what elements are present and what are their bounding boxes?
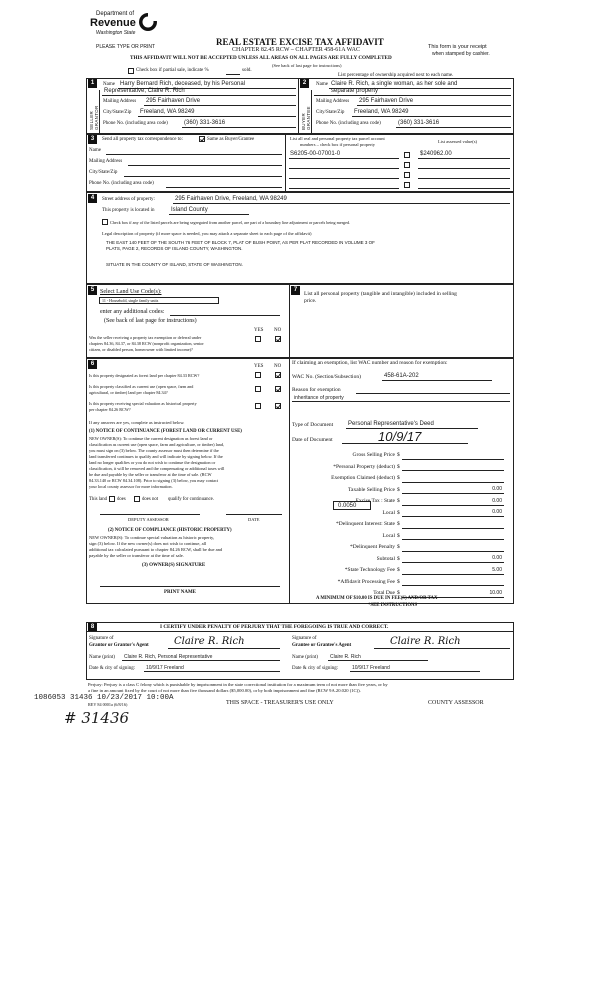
assessed-value-1: $240962.00: [420, 151, 452, 157]
notice2-line-3: payable by the seller or transferor at the time of sale.: [89, 553, 184, 558]
doc-type: Personal Representative's Deed: [348, 421, 434, 427]
land-use-q1-3: citizen, or disabled person, homeowner with limited income)?: [89, 347, 193, 352]
street-address: 295 Fairhaven Drive, Freeland, WA 98249: [175, 196, 287, 202]
tax-line-dollar: $: [397, 578, 400, 585]
forest-if-yes: If any answers are yes, complete as instructed below.: [89, 420, 185, 425]
dept-state: Washington State: [96, 30, 136, 36]
notice2-line-1: sign (3) below. If the new owner(s) does not wish to continue, all: [89, 541, 207, 546]
seller-side-label: SELLER GRANTOR: [89, 105, 99, 130]
doc-date-label: Date of Document: [292, 437, 333, 443]
tax-line-dollar: $: [397, 452, 400, 458]
dor-logo: [90, 10, 162, 40]
land-use-selected: 11 - Household, single family units: [102, 298, 159, 303]
grantor-sig-label-1: Signature of: [89, 636, 114, 641]
tax-line-label: *Personal Property (deduct): [333, 463, 395, 470]
treasurer-note: THIS SPACE - TREASURER'S USE ONLY: [226, 700, 334, 706]
seller-phone-label: Phone No. (including area code): [103, 121, 168, 126]
dept-name: Revenue: [90, 17, 136, 29]
forest-q2-2: agricultural, or timber) land per chapter 84.34?: [89, 390, 168, 395]
tax-line-label: Excise Tax : State: [355, 498, 395, 504]
tax-line-label: Local: [382, 509, 395, 516]
legal-2: PLATS, PAGE 2, RECORDS OF ISLAND COUNTY, WASHINGTON.: [106, 246, 243, 251]
notice2-line-0: NEW OWNER(S): To continue special valuation as historic property,: [89, 535, 215, 540]
section-1-badge: 1: [88, 79, 97, 88]
tax-line-dollar: $: [397, 590, 400, 596]
check-mark-icon: [276, 337, 281, 342]
tax-line-dollar: $: [397, 521, 400, 527]
notice2-line-2: additional tax calculated pursuant to chapter 84.26 RCW, shall be due and: [89, 547, 223, 552]
tax-line-value: 0.00: [492, 486, 502, 492]
tax-line-value: 5.00: [492, 566, 502, 573]
grantor-date: 10/9/17 Freeland: [146, 665, 184, 671]
tax-line-label: Exemption Claimed (deduct): [331, 475, 395, 481]
seller-phone: (360) 331-3616: [184, 120, 226, 126]
perjury-line-2: a fine in an amount fixed by the court of not more than five thousand dollars ($5,000.00), or by both imprisonment and fine (RCW 9A.20.020 (1C)).: [88, 688, 361, 693]
tax-line-label: Taxable Selling Price: [348, 486, 395, 493]
notice1-title: (1) NOTICE OF CONTINUANCE (FOREST LAND OR CURRENT USE): [89, 429, 242, 434]
forest-q1-no-checkbox[interactable]: [275, 372, 281, 378]
recording-stamp: 1086053 31436 10/23/2017 10:00A: [34, 694, 174, 702]
exemption-text: If claiming an exemption, list WAC number and reason for exemption:: [292, 360, 448, 366]
notice1-line-8: your local county assessor for more information.: [89, 484, 173, 489]
tax-line-label: Subtotal: [376, 555, 395, 562]
corr-phone-label: Phone No. (including area code): [89, 181, 154, 186]
notice1-line-6: be due and payable by the seller or transferor at the time of sale. (RCW: [89, 472, 212, 477]
tax-line-dollar: $: [397, 532, 400, 539]
buyer-side-label: BUYER GRANTEE: [301, 106, 311, 130]
corr-name-label: Name: [89, 148, 101, 153]
tax-line-dollar: $: [397, 555, 400, 562]
section-6-badge: 6: [88, 360, 97, 369]
reason-label: Reason for exemption: [292, 387, 341, 393]
notice1-line-0: NEW OWNER(S): To continue the current designation as forest land or: [89, 436, 213, 441]
section-4-badge: 4: [88, 194, 97, 203]
seller-name-2: Representative, Claire R. Rich: [104, 88, 185, 94]
forest-q3-yes-checkbox[interactable]: [255, 403, 261, 409]
land-use-q1-2: chapters 84.36, 84.37, or 84.38 RCW (nonprofit organization, senior: [89, 341, 204, 346]
receipt-note-1: This form is your receipt: [428, 44, 487, 50]
tax-line-value: 0.00: [492, 497, 502, 504]
buyer-name-label: Name: [316, 82, 328, 87]
forest-q1: Is this property designated as forest land per chapter 84.33 RCW?: [89, 373, 200, 378]
seller-mailing-label: Mailing Address: [103, 99, 137, 104]
notice1-line-5: classification, it will be removed and the compensating or additional taxes will: [89, 466, 225, 471]
tax-line-label: Local: [382, 532, 395, 539]
owner-signature-label: (3) OWNER(S) SIGNATURE: [142, 563, 206, 568]
notice1-line-7: 84.33.140 or RCW 84.34.108). Prior to signing (3) below, you may contact: [89, 478, 219, 483]
buyer-mailing: 295 Fairhaven Drive: [359, 98, 414, 104]
forest-q2-no-checkbox[interactable]: [275, 386, 281, 392]
grantee-name-label: Name (print): [292, 655, 318, 660]
grantor-name-label: Name (print): [89, 655, 115, 660]
additional-codes-label: enter any additional codes:: [100, 309, 165, 315]
exemption-no-checkbox[interactable]: [275, 336, 281, 342]
type-or-print: PLEASE TYPE OR PRINT: [96, 44, 156, 50]
grantee-sig-label-2: Grantee or Grantee's Agent: [292, 643, 352, 648]
grantor-sig-label-2: Grantor or Grantor's Agent: [89, 643, 149, 648]
qualify-label: qualify for continuance.: [168, 497, 214, 502]
forest-q3-no-checkbox[interactable]: [275, 403, 281, 409]
wac-number: 458-61A-202: [384, 373, 419, 379]
grantee-date-label: Date & city of signing:: [292, 666, 339, 671]
legal-3: SITUATE IN THE COUNTY OF ISLAND, STATE OF WASHINGTON.: [106, 262, 243, 267]
land-use-no: NO: [274, 328, 282, 333]
partial-sale-checkbox[interactable]: [128, 68, 134, 74]
notice1-line-4: land no longer qualifies or you do not wish to continue the designation or: [89, 460, 216, 465]
doc-date: 10/9/17: [378, 429, 422, 444]
tax-line-label: *Delinquent Penalty: [349, 544, 395, 550]
doc-type-label: Type of Document: [292, 422, 334, 428]
corr-mailing-label: Mailing Address: [89, 159, 123, 164]
parcel-2-personal-checkbox[interactable]: [404, 162, 410, 168]
land-does-checkbox[interactable]: [109, 496, 115, 502]
land-use-see-back: (See back of last page for instructions): [104, 318, 197, 324]
land-use-q1-1: Was the seller receiving a property tax exemption or deferral under: [89, 335, 202, 340]
minimum-note-1: A MINIMUM OF $10.00 IS DUE IN FEE(S) AND/OR TAX: [316, 596, 438, 601]
tax-line-dollar: $: [397, 567, 400, 573]
forest-q2-1: Is this property classified as current use (open space, farm and: [89, 384, 194, 389]
parcel-1-personal-checkbox[interactable]: [404, 152, 410, 158]
tax-line-label: Total Due: [373, 590, 395, 596]
tax-line-value: 10.00: [489, 589, 502, 596]
located-label: This property is located in: [102, 208, 155, 213]
form-number: REV 84 0001a (6/8/16): [88, 702, 128, 707]
grantee-signature: Claire R. Rich: [390, 636, 461, 647]
buyer-phone-label: Phone No. (including area code): [316, 121, 381, 126]
tax-line-label: *Delinquent Interest: State: [336, 521, 395, 527]
check-mark-icon: [276, 387, 281, 392]
seller-name-1: Harry Bernard Rich, deceased, by his Personal: [120, 81, 246, 87]
seller-name-label: Name: [103, 82, 115, 87]
form-chapter: CHAPTER 82.45 RCW – CHAPTER 458-61A WAC: [232, 47, 360, 53]
corr-city-label: City/State/Zip: [89, 170, 118, 175]
grantee-sig-label-1: Signature of: [292, 636, 317, 641]
parcel-number-1: S6205-00-07001-0: [290, 151, 341, 157]
pct-ownership-note: List percentage of ownership acquired next to each name.: [338, 73, 454, 78]
tax-line-dollar: $: [397, 463, 400, 470]
check-mark-icon: [276, 373, 281, 378]
legal-label: Legal description of property (if more space is needed, you may attach a separate sheet to each page of the affidavit): [102, 231, 312, 236]
parcel-header-2: numbers – check box if personal property: [300, 142, 375, 147]
seller-mailing: 295 Fairhaven Drive: [146, 98, 201, 104]
forest-no: NO: [274, 364, 282, 369]
land-use-yes: YES: [254, 328, 264, 333]
parcel-header-1: List all real and personal property tax parcel account: [290, 136, 385, 141]
seller-city-label: City/State/Zip: [103, 110, 132, 115]
notice2-title: (2) NOTICE OF COMPLIANCE (HISTORIC PROPERTY): [108, 528, 232, 533]
parcel-4-personal-checkbox[interactable]: [404, 182, 410, 188]
buyer-phone: (360) 331-3616: [398, 120, 440, 126]
section-3-badge: 3: [88, 135, 97, 144]
buyer-city: Freeland, WA 98249: [354, 109, 409, 115]
forest-q3-2: per chapter 84.26 RCW?: [89, 407, 131, 412]
send-correspondence-label: Send all property tax correspondence to:: [102, 137, 183, 142]
land-use-select[interactable]: [99, 297, 219, 304]
seller-city: Freeland, WA 98249: [140, 109, 195, 115]
same-as-buyer-checkbox[interactable]: [199, 136, 205, 142]
buyer-city-label: City/State/Zip: [316, 110, 345, 115]
see-back-note: (See back of last page for instructions): [272, 63, 342, 68]
notice1-line-2: you must sign on (3) below. The county assessor must then determine if the: [89, 448, 219, 453]
tax-line-dollar: $: [397, 475, 400, 481]
section-8-badge: 8: [88, 623, 97, 632]
partial-sale-label: Check box if partial sale, indicate %: [136, 68, 209, 73]
land-use-label: Select Land Use Code(s):: [100, 289, 162, 295]
section-5-badge: 5: [88, 286, 97, 295]
tax-line-label: *State Technology Fee: [344, 567, 395, 573]
notice1-line-1: classification as current use (open space, farm and agriculture, or timber) land,: [89, 442, 225, 447]
exemption-yes-checkbox[interactable]: [255, 336, 261, 342]
grantor-signature: Claire R. Rich: [174, 636, 245, 647]
print-name-label: PRINT NAME: [164, 590, 196, 595]
property-box: [86, 192, 514, 284]
grantee-date: 10/9/17 Freeland: [352, 665, 390, 671]
same-as-buyer-label: Same as Buyer/Grantee: [207, 137, 255, 142]
notice1-line-3: land transferred continues to qualify and will indicate by signing below. If the: [89, 454, 223, 459]
forest-yes: YES: [254, 364, 264, 369]
land-does-label: This land: [89, 497, 107, 502]
land-does-not-checkbox[interactable]: [134, 496, 140, 502]
receipt-note-2: when stamped by cashier.: [432, 51, 490, 57]
boundary-note: Check box if any of the listed parcels are being segregated from another parcel, are part of a boundary line adjustment or parcels being merged.: [110, 220, 351, 225]
does-not-label: does not: [142, 497, 159, 502]
check-mark-icon: [200, 137, 205, 142]
tax-line-label: Gross Selling Price: [352, 452, 395, 458]
forest-q2-yes-checkbox[interactable]: [255, 386, 261, 392]
buyer-name-2: separate property: [331, 88, 379, 94]
grantor-date-label: Date & city of signing:: [89, 666, 136, 671]
boundary-checkbox[interactable]: [102, 219, 108, 225]
buyer-name-1: Claire R. Rich, a single woman, as her sole and: [331, 81, 458, 87]
forest-q3-1: Is this property receiving special valuation as historical property: [89, 401, 197, 406]
does-label: does: [117, 497, 126, 502]
section-7-badge: 7: [291, 286, 300, 295]
tax-line-dollar: $: [397, 498, 400, 504]
personal-property-text-2: price.: [304, 298, 317, 304]
minimum-note-2: *SEE INSTRUCTIONS: [368, 603, 418, 608]
grantee-name: Claire R. Rich: [330, 654, 361, 660]
wac-label: WAC No. (Section/Subsection): [292, 374, 361, 380]
deputy-assessor-label: DEPUTY ASSESSOR: [128, 517, 169, 522]
county-assessor-note: COUNTY ASSESSOR: [428, 700, 484, 706]
check-mark-icon: [276, 404, 281, 409]
certify-text: I CERTIFY UNDER PENALTY OF PERJURY THAT THE FOREGOING IS TRUE AND CORRECT.: [160, 624, 389, 630]
assessed-header: List assessed value(s): [438, 139, 477, 144]
section-2-badge: 2: [300, 79, 309, 88]
tax-line-label: *Affidavit Processing Fee: [337, 578, 395, 585]
form-warning: THIS AFFIDAVIT WILL NOT BE ACCEPTED UNLESS ALL AREAS ON ALL PAGES ARE FULLY COMPLETED: [130, 55, 392, 61]
handwritten-number: # 31436: [64, 709, 130, 727]
tax-line-dollar: $: [397, 509, 400, 516]
dept-top: Department of: [96, 11, 135, 17]
parcel-3-personal-checkbox[interactable]: [404, 172, 410, 178]
grantor-name: Claire R. Rich, Personal Representative: [124, 654, 213, 660]
county: Island County: [171, 207, 208, 213]
forest-q1-yes-checkbox[interactable]: [255, 372, 261, 378]
tax-rate: 0.0050: [338, 503, 357, 509]
buyer-mailing-label: Mailing Address: [316, 99, 350, 104]
tax-rate-box: [333, 501, 371, 510]
tax-line-value: 0.00: [492, 555, 502, 561]
reason-text: inheritance of property: [294, 395, 344, 401]
sold-label: sold.: [242, 68, 252, 73]
legal-1: THE EAST 140 FEET OF THE SOUTH 76 FEET OF BLOCK 7, PLAT OF BUSH POINT, AS PER PLAT RECORDED IN VOLUME 3 OF: [106, 240, 375, 245]
tax-line-value: 0.00: [492, 509, 502, 515]
tax-line-dollar: $: [397, 486, 400, 493]
perjury-line-1: Perjury: Perjury is a class C felony which is punishable by imprisonment in the state correctional institution for a maximum term of not more than five years, or by: [88, 682, 388, 687]
personal-property-text-1: List all personal property (tangible and intangible) included in selling: [304, 291, 457, 297]
form-title: REAL ESTATE EXCISE TAX AFFIDAVIT: [216, 37, 384, 47]
street-label: Street address of property:: [102, 197, 155, 202]
tax-line-dollar: $: [397, 544, 400, 550]
deputy-date-label: DATE: [248, 517, 260, 522]
